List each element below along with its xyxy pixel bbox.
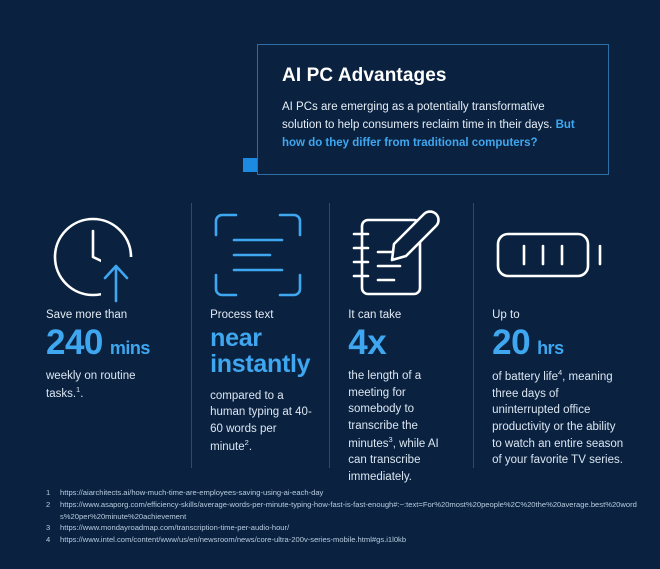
column-2-footnote-marker: 2 (244, 437, 249, 447)
header-body-text: AI PCs are emerging as a potentially transformative solution to help consumers reclaim time in their days. (282, 101, 556, 131)
clock-arrow-up-icon (46, 203, 175, 307)
column-1-value: 240 (46, 323, 103, 363)
battery-icon (492, 203, 628, 307)
column-2-posttext-text: compared to a human typing at 40-60 words per minute (210, 389, 312, 453)
column-3-posttext (348, 368, 457, 486)
column-2-pretext: Process text (210, 309, 274, 321)
footnote-item (46, 487, 646, 499)
column-1-posttext-text: weekly on routine tasks. (46, 370, 136, 400)
column-3-footnote-marker: 3 (388, 434, 393, 444)
column-1-stat (46, 323, 175, 363)
footnote-url[interactable]: https://www.mondayroadmap.com/transcription-time-per-audio-hour/ (60, 523, 290, 533)
column-3-value: 4x (348, 323, 387, 363)
column-3-posttext-b: , while AI can transcribe immediately. (348, 437, 439, 483)
column-1-unit: mins (109, 338, 150, 359)
column-3-stat (348, 323, 457, 363)
footnote-number: 3 (46, 523, 51, 533)
header-body-accent: But how do they differ from traditional computers? (282, 118, 575, 149)
column-4-unit: hrs (537, 338, 564, 359)
footnote-item (46, 522, 646, 534)
column-2-posttext: compared to a human typing at 40-60 words per minute$^2$. (210, 389, 312, 453)
footnote-item (46, 534, 646, 546)
footnote-url[interactable]: https://www.intel.com/content/www/us/en/newsroom/news/core-ultra-200v-series-mobile.html#gs.i1l0kb (60, 535, 407, 545)
footnote-number: 4 (46, 535, 51, 545)
column-4-posttext-b: , meaning three days of uninterrupted office productivity or the ability to watch an entire season of your favorite TV series. (492, 370, 624, 467)
column-4-pretext: Up to (492, 309, 520, 321)
column-4-posttext (492, 368, 628, 469)
column-1-footnote-marker: 1 (76, 384, 81, 394)
footnotes (46, 487, 646, 546)
column-2-phrase: near instantly (210, 324, 311, 379)
advantage-column-1 (46, 203, 191, 468)
column-4-posttext-a: of battery life (492, 370, 558, 383)
footnote-url[interactable]: https://aiarchitects.ai/how-much-time-are-employees-saving-using-ai-each-day (60, 488, 324, 497)
header-notch-square (243, 158, 257, 172)
footnote-number: 2 (46, 499, 51, 509)
text-scan-icon (210, 203, 313, 307)
advantage-column-2 (191, 203, 329, 468)
notebook-pen-icon (348, 203, 457, 307)
header-card (257, 44, 609, 175)
footnote-url[interactable]: https://www.asaporg.com/efficiency-skills/average-words-per-minute-typing-how-fast-is-fast-enough#:~:text=For%20most%20people%2C%20the%20average.best%20words%20per%20minute%20achievement (60, 499, 637, 521)
header-body (282, 99, 584, 152)
column-4-footnote-marker: 4 (557, 368, 563, 378)
advantages-columns (46, 203, 628, 483)
footnote-number: 1 (46, 488, 51, 497)
column-3-posttext-a: the length of a meeting for somebody to transcribe the minutes (348, 370, 422, 450)
page-title: AI PC Advantages (282, 65, 447, 86)
column-4-stat (492, 323, 628, 363)
column-1-posttext: weekly on routine tasks.$^1$. (46, 370, 136, 400)
column-1-pretext: Save more than (46, 309, 128, 321)
footnote-item (46, 499, 646, 523)
advantage-column-4 (473, 203, 628, 468)
column-4-value: 20 (492, 323, 531, 363)
advantage-column-3 (329, 203, 473, 483)
column-3-pretext: It can take (348, 309, 402, 321)
